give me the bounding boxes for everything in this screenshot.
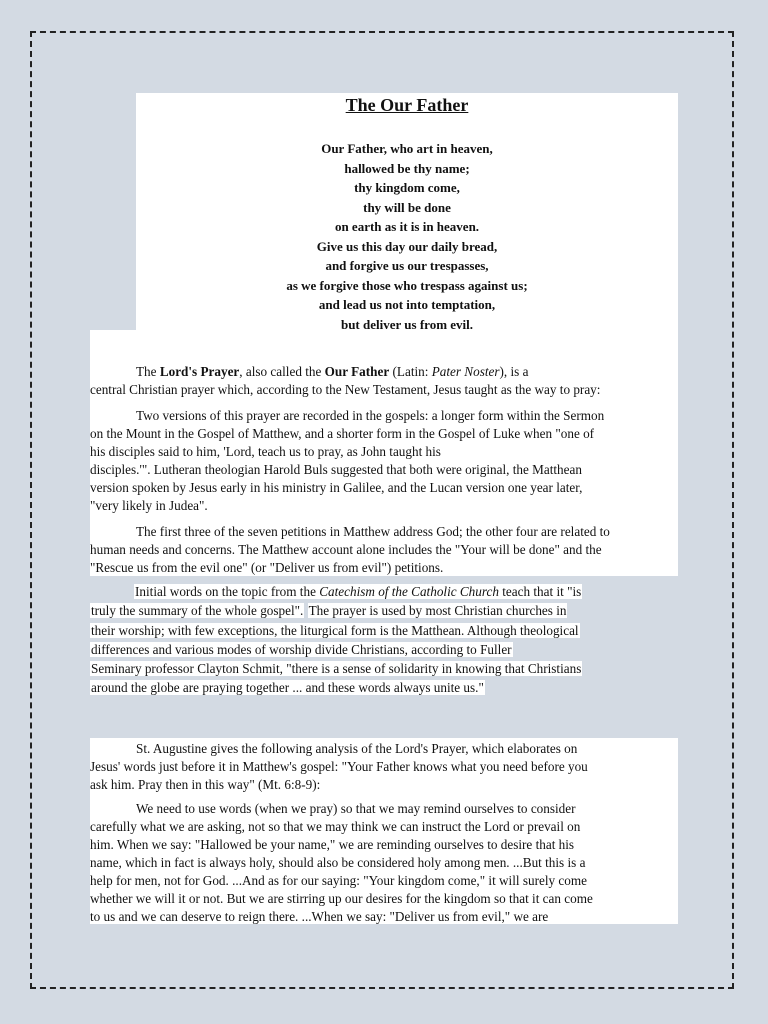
paragraph-line: Initial words on the topic from the Catechism of the Catholic Church teach that it "is bbox=[135, 584, 582, 599]
paragraph-line: Two versions of this prayer are recorded in the gospels: a longer form within the Sermon bbox=[136, 408, 605, 423]
lords-prayer-term: Lord's Prayer bbox=[159, 364, 240, 379]
paragraph-line: St. Augustine gives the following analysis of the Lord's Prayer, which elaborates on bbox=[136, 741, 578, 756]
paragraph-line: disciples.'". Lutheran theologian Harold Buls suggested that both were original, the Matthean bbox=[90, 462, 582, 477]
paragraph-line: differences and various modes of worship divide Christians, according to Fuller bbox=[91, 641, 512, 657]
paragraph-line: human needs and concerns. The Matthew account alone includes the "Your will be done" and the bbox=[90, 542, 602, 557]
page-title: The Our Father bbox=[345, 95, 469, 115]
paragraph-line: their worship; with few exceptions, the liturgical form is the Matthean. Although theological bbox=[91, 622, 579, 638]
paragraph-line: him. When we say: "Hallowed be your name," we are reminding ourselves to desire that his bbox=[90, 837, 575, 852]
prayer-line: hallowed be thy name; bbox=[344, 160, 470, 176]
prayer-line: Our Father, who art in heaven, bbox=[321, 141, 493, 156]
paragraph-augustine bbox=[90, 740, 678, 794]
paragraph-line: to us and we can deserve to reign there. ...When we say: "Deliver us from evil," we are bbox=[90, 909, 549, 924]
prayer-line: thy kingdom come, bbox=[354, 180, 460, 195]
prayer-text bbox=[136, 139, 678, 334]
paragraph-line: his disciples said to him, 'Lord, teach us to pray, as John taught his bbox=[90, 444, 441, 459]
paragraph-petitions bbox=[90, 523, 678, 577]
paragraph-line: The first three of the seven petitions in Matthew address God; the other four are related to bbox=[136, 524, 610, 539]
paragraph-line: whether we will it or not. But we are stirring up our desires for the kingdom so that it can come bbox=[90, 891, 593, 906]
paragraph-line: around the globe are praying together ... and these words always unite us." bbox=[91, 680, 484, 696]
paragraph-line: carefully what we are asking, not so that we may think we can instruct the Lord or prevail on bbox=[90, 819, 581, 834]
paragraph-line: "very likely in Judea". bbox=[90, 498, 208, 513]
prayer-line: as we forgive those who trespass against us; bbox=[286, 277, 528, 293]
prayer-line: thy will be done bbox=[363, 199, 451, 215]
paragraph-line: on the Mount in the Gospel of Matthew, and a shorter form in the Gospel of Luke when "one of bbox=[90, 426, 595, 441]
prayer-line: but deliver us from evil. bbox=[340, 316, 474, 332]
catechism-title: Catechism of the Catholic Church bbox=[319, 584, 499, 599]
paragraph-versions bbox=[90, 407, 678, 515]
paragraph-line: Seminary professor Clayton Schmit, "there is a sense of solidarity in knowing that Christians bbox=[91, 661, 582, 677]
paragraph-line: truly the summary of the whole gospel". The prayer is used by most Christian churches in bbox=[91, 603, 567, 619]
paragraph-line: The Lord's Prayer, also called the Our Father (Latin: Pater Noster), is a bbox=[136, 364, 529, 379]
our-father-term: Our Father bbox=[324, 364, 390, 379]
paragraph-catechism bbox=[90, 582, 678, 698]
paragraph-augustine-quote bbox=[90, 800, 678, 926]
paragraph-line: "Rescue us from the evil one" (or "Deliver us from evil") petitions. bbox=[90, 560, 444, 575]
paragraph-line: ask him. Pray then in this way" (Mt. 6:8-9): bbox=[90, 777, 321, 792]
paragraph-line: version spoken by Jesus early in his ministry in Galilee, and the Lucan version one year later, bbox=[90, 480, 583, 495]
paragraph-line: Jesus' words just before it in Matthew's gospel: "Your Father knows what you need before you bbox=[90, 759, 588, 774]
prayer-line: and forgive us our trespasses, bbox=[325, 258, 489, 273]
prayer-line: on earth as it is in heaven. bbox=[334, 219, 480, 234]
prayer-line: and lead us not into temptation, bbox=[318, 297, 496, 312]
prayer-line: Give us this day our daily bread, bbox=[316, 238, 498, 254]
paragraph-intro bbox=[90, 363, 678, 399]
pater-noster-term: Pater Noster bbox=[431, 364, 500, 379]
paragraph-line: central Christian prayer which, according to the New Testament, Jesus taught as the way to pray: bbox=[90, 382, 601, 397]
paragraph-line: help for men, not for God. ...And as for our saying: "Your kingdom come," it will surely come bbox=[90, 873, 587, 888]
paragraph-line: We need to use words (when we pray) so that we may remind ourselves to consider bbox=[136, 801, 576, 816]
paragraph-line: name, which in fact is always holy, should also be considered holy among men. ...But this is a bbox=[90, 855, 586, 870]
